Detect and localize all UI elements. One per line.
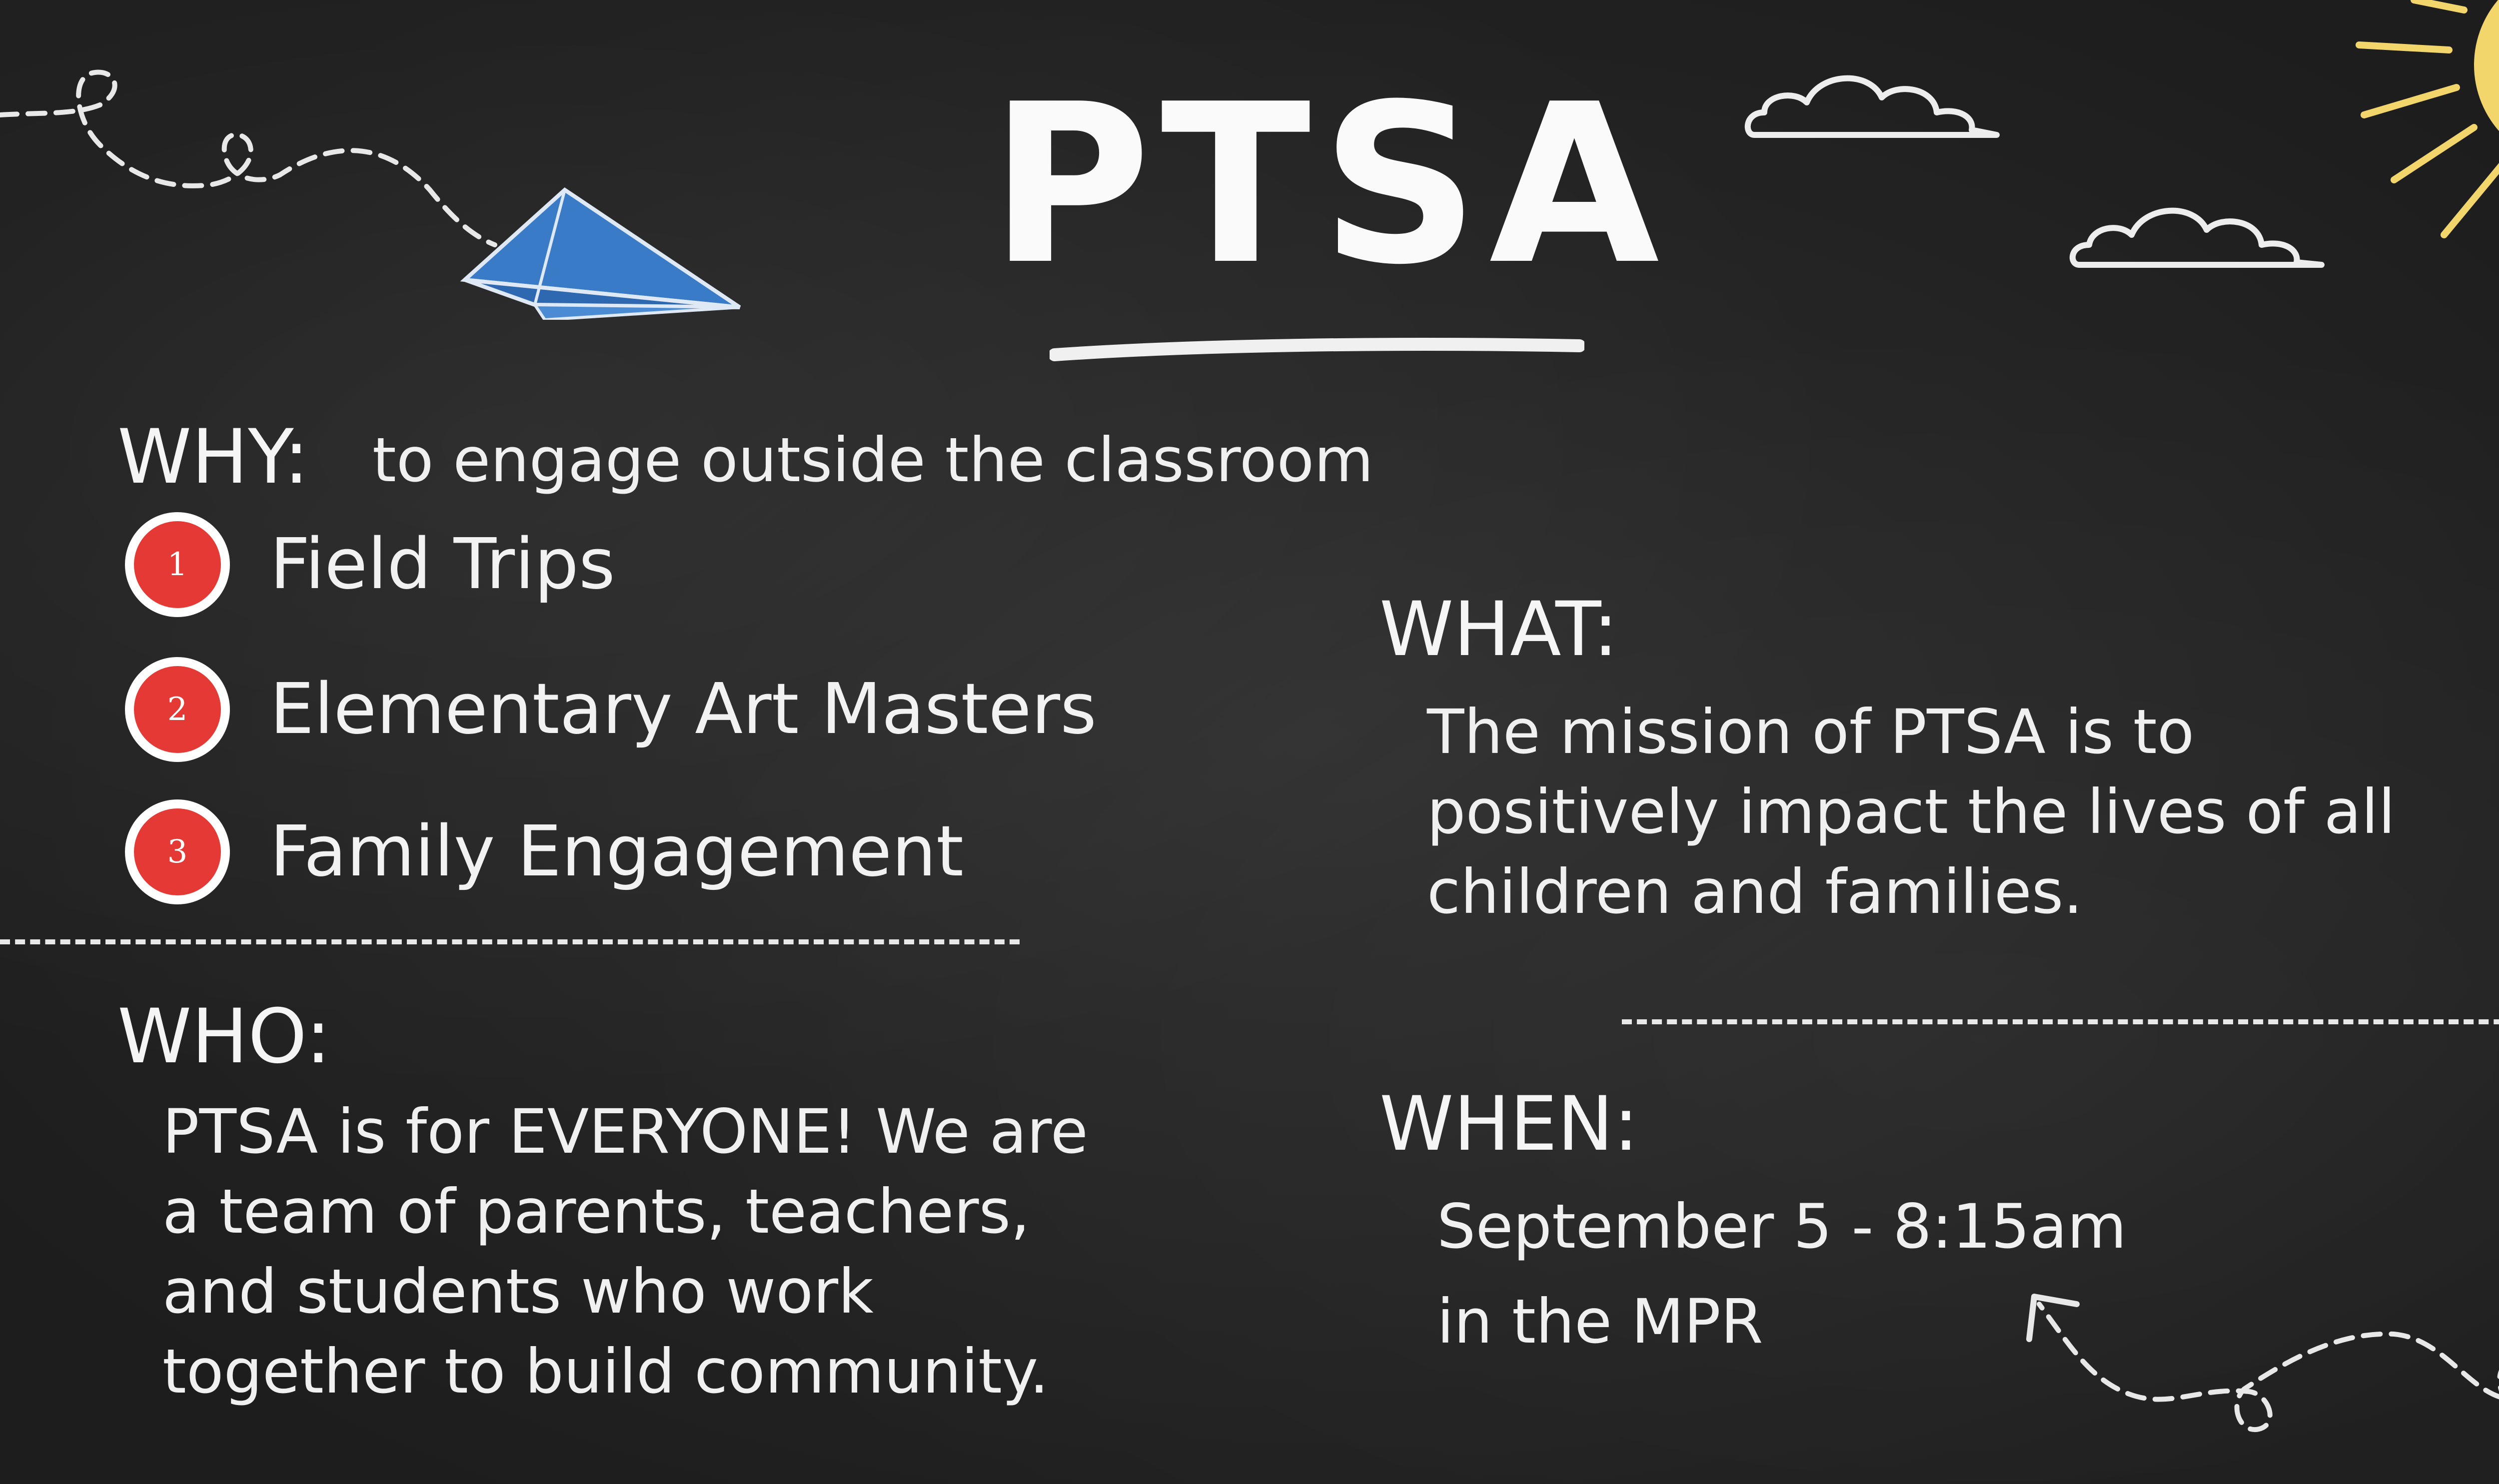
- number-badge: 2: [125, 657, 230, 762]
- who-line: and students who work: [162, 1256, 874, 1327]
- list-item-label: Family Engagement: [270, 811, 964, 892]
- what-line: positively impact the lives of all: [1427, 776, 2396, 847]
- list-item: [125, 512, 615, 617]
- paper-plane-icon: [460, 180, 750, 320]
- divider: [0, 939, 1020, 944]
- when-heading: WHEN:: [1379, 1081, 1639, 1168]
- title-underline: [1050, 335, 1584, 365]
- cloud-icon: [1744, 60, 2004, 150]
- sun-icon: [2349, 0, 2499, 280]
- what-line: children and families.: [1427, 856, 2083, 927]
- why-subtitle: to engage outside the classroom: [372, 425, 1374, 496]
- list-item: [125, 657, 1097, 762]
- why-heading: WHY:: [117, 414, 309, 501]
- when-line: September 5 - 8:15am: [1437, 1191, 2127, 1262]
- arrow-icon: [2009, 1284, 2499, 1484]
- what-line: The mission of PTSA is to: [1427, 697, 2195, 767]
- what-text: [1427, 692, 2499, 932]
- who-line: PTSA is for EVERYONE! We are: [162, 1096, 1088, 1167]
- cloud-icon: [2069, 190, 2329, 280]
- who-line: together to build community.: [162, 1336, 1049, 1407]
- who-heading: WHO:: [117, 993, 331, 1080]
- divider: [1622, 1019, 2499, 1024]
- who-text: [162, 1092, 1262, 1412]
- list-item-label: Elementary Art Masters: [270, 669, 1097, 750]
- when-line: in the MPR: [1437, 1286, 1763, 1357]
- who-line: a team of parents, teachers,: [162, 1176, 1030, 1247]
- number-badge: 3: [125, 799, 230, 904]
- what-heading: WHAT:: [1379, 586, 1618, 673]
- page-title: PTSA: [990, 57, 1670, 313]
- list-item-label: Field Trips: [270, 524, 615, 605]
- list-item: [125, 799, 964, 904]
- number-badge: 1: [125, 512, 230, 617]
